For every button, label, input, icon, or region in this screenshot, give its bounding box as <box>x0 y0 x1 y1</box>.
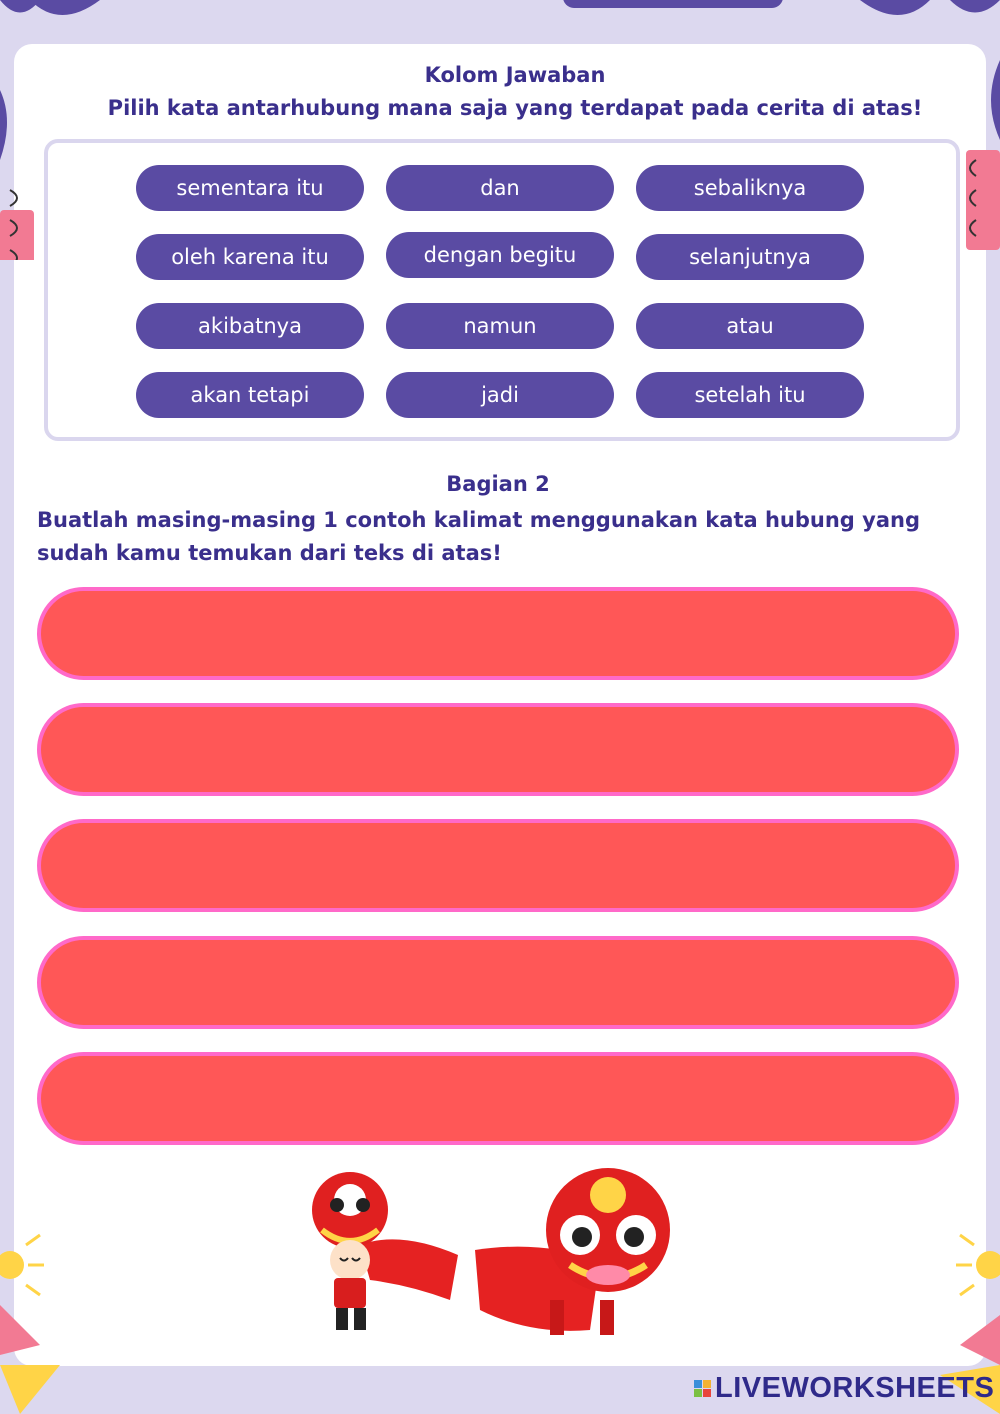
answer-section-title: Kolom Jawaban <box>424 63 606 87</box>
option-chip[interactable]: namun <box>386 303 614 349</box>
option-chip[interactable]: sebaliknya <box>636 165 864 211</box>
leaf-decoration-top-right <box>860 0 1000 40</box>
option-chip[interactable]: dengan begitu <box>386 232 614 278</box>
notebook-decoration-left <box>0 60 34 260</box>
sentence-answer-field-5[interactable] <box>37 1052 959 1145</box>
brand-label: LIVEWORKSHEETS <box>715 1372 995 1404</box>
option-chip[interactable]: akan tetapi <box>136 372 364 418</box>
leaf-decoration-top-left <box>0 0 120 40</box>
sentence-answer-field-4[interactable] <box>37 936 959 1029</box>
liveworksheets-logo <box>694 1372 994 1405</box>
option-chip[interactable]: atau <box>636 303 864 349</box>
sentence-answer-field-3[interactable] <box>37 819 959 912</box>
sentence-answer-field-2[interactable] <box>37 703 959 796</box>
option-chip[interactable]: akibatnya <box>136 303 364 349</box>
option-chip[interactable]: dan <box>386 165 614 211</box>
header-tab <box>563 0 783 8</box>
option-chip[interactable]: oleh karena itu <box>136 234 364 280</box>
option-chip[interactable]: jadi <box>386 372 614 418</box>
part2-title: Bagian 2 <box>446 472 550 496</box>
sentence-answer-field-1[interactable] <box>37 587 959 680</box>
option-chip[interactable]: sementara itu <box>136 165 364 211</box>
part2-instruction: Buatlah masing-masing 1 contoh kalimat menggunakan kata hubung yang sudah kamu temukan dari teks di atas! <box>37 508 920 565</box>
liveworksheets-logo-icon <box>694 1380 711 1397</box>
answer-section-instruction: Pilih kata antarhubung mana saja yang terdapat pada cerita di atas! <box>107 96 923 120</box>
notebook-decoration-right <box>962 60 1000 260</box>
lion-dance-illustration <box>300 1160 700 1350</box>
lightbulb-decoration-left <box>0 1215 60 1414</box>
option-chip[interactable]: setelah itu <box>636 372 864 418</box>
option-chip[interactable]: selanjutnya <box>636 234 864 280</box>
